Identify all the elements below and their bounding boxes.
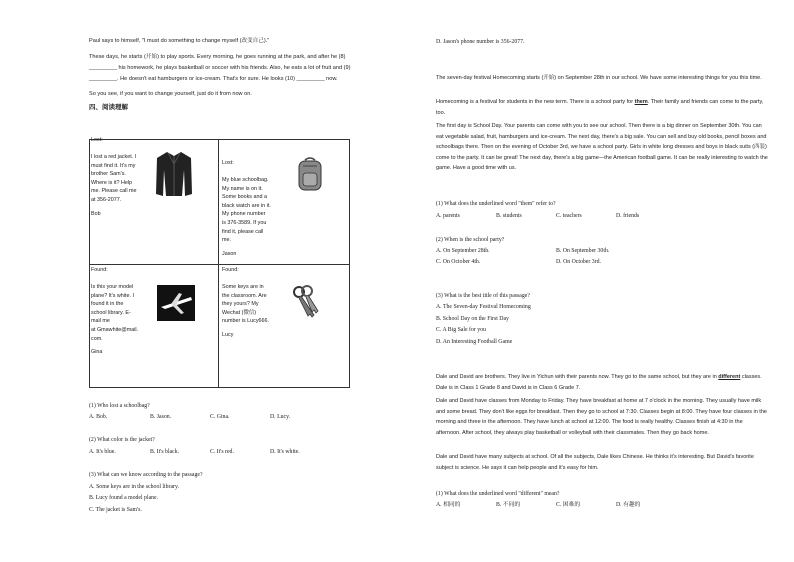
passage-2-para-3: Dale and David have many subjects at school. Of all the subjects, Dale likes Chinese. He thinks it's interesting. But David's favorite subject is science. He says it can help people and it's easy for him. — [436, 454, 754, 471]
q3-option-a[interactable]: A. Some keys are in the school library. — [89, 484, 179, 490]
passage-1-para-1: The seven-day festival Homecoming starts (开始) on September 28th in our school. We have some interesting things for you this time. — [436, 75, 762, 81]
q1-option-a[interactable]: A. Bob. — [89, 414, 108, 420]
r-q1-option-a[interactable]: A. parents — [436, 213, 460, 219]
r-q4-option-d[interactable]: D. 有趣的 — [616, 502, 641, 508]
r-q4-option-a[interactable]: A. 相同的 — [436, 502, 461, 508]
r-q2-option-c[interactable]: C. On October 4th. — [436, 259, 481, 265]
r-question-2: (2) When is the school party? — [436, 237, 505, 243]
keys-icon — [288, 283, 322, 323]
q2-option-d[interactable]: D. It's white. — [270, 449, 300, 455]
r-q4-option-c[interactable]: C. 困难的 — [556, 502, 581, 508]
story-line-2a: These days, he starts (开始) to play sports. Every morning, he goes running at the park, and after he (8) — [89, 54, 346, 60]
q1-option-d[interactable]: D. Lucy. — [270, 414, 291, 420]
model-plane-icon — [157, 285, 195, 321]
story-line-2c: _________. He doesn't eat hamburgers or ice-cream. That's for sure. He looks (10) _________ now. — [89, 76, 338, 82]
schoolbag-icon — [296, 156, 324, 192]
cell2-sign: Jason — [222, 251, 237, 257]
story-line-3: So you see, if you want to change yourself, just do it from now on. — [89, 91, 252, 97]
cell4-body: Some keys are in the classroom. Are they yours? My Wechat (微信) number is Lucy666. — [222, 284, 270, 325]
underlined-word-them: them — [634, 99, 648, 105]
passage-1-para-2: Homecoming is a festival for students in the new term. There is a school party for them. Their family and friends can come to the party, too. — [436, 99, 764, 116]
r-q3-option-c[interactable]: C. A Big Sale for you — [436, 327, 486, 333]
cell3-heading: Found: — [91, 267, 108, 273]
q1-option-b[interactable]: B. Jason. — [150, 414, 172, 420]
section-title: 四、阅读理解 — [89, 104, 128, 111]
passage-2-para-1: Dale and David are brothers. They live in Yichun with their parents now. They go to the same school, but they are in different classes. Dale is in Class 1 Grade 8 and David is in Class 6 Grade 7. — [436, 374, 762, 391]
question-2: (2) What color is the jacket? — [89, 437, 155, 443]
r-question-4: (1) What does the underlined word "different" mean? — [436, 491, 560, 497]
question-1: (1) Who lost a schoolbag? — [89, 403, 150, 409]
passage-1-para-3: The first day is School Day. Your parents can come with you to see our school. Then there is a big dinner on September 30th. You can eat vegetable salad, fruit, hamburgers and ice-cream. The next day, there's a big sale. You can sell and buy old books, pencil boxes and schoolbags there. Then on the evening of October 3rd, we have a school party. Girls in white long dresses and boys in black suits (西装) come to the party. It can be great! The next day, there's a big game—the American football game. It can be really interesting to watch the game. Have a good time with us. — [436, 123, 768, 171]
r-q2-option-a[interactable]: A. On September 28th. — [436, 248, 490, 254]
jacket-icon — [155, 150, 193, 198]
r-question-3: (3) What is the best title of this passage? — [436, 293, 530, 299]
r-q2-option-b[interactable]: B. On September 30th. — [556, 248, 610, 254]
q2-option-c[interactable]: C. It's red. — [210, 449, 234, 455]
q3-option-b[interactable]: B. Lucy found a model plane. — [89, 495, 159, 501]
table-divider-horizontal — [89, 264, 350, 265]
r-q2-option-d[interactable]: D. On October 3rd. — [556, 259, 601, 265]
story-line-1: Paul says to himself, "I must do something to change myself (改变自己)." — [89, 38, 270, 44]
passage-2-para-2: Dale and David have classes from Monday to Friday. They have breakfast at home at 7 o'clock in the morning. They usually have milk and some bread. They don't like eggs for breakfast. Then they go to school at 7:30. Classes begin at 8:00. They have four classes in the morning and three in the afternoon. They have lunch at school at 12:00. The food is really healthy. Classes finish at 4:30 in the afternoon. After school, they always play basketball or volleyball with their classmates. Then they go back home. — [436, 398, 767, 436]
cell3-sign: Gina — [91, 349, 103, 355]
cell2-body: My blue schoolbag. My name is on it. Some books and a black watch are in it. My phone number is 376-3589. If you find it, please call me. — [222, 177, 271, 244]
underlined-word-different: different — [718, 374, 741, 380]
r-q4-option-b[interactable]: B. 不同的 — [496, 502, 521, 508]
cell4-heading: Found: — [222, 267, 239, 273]
cell4-sign: Lucy — [222, 332, 234, 338]
q1-option-c[interactable]: C. Gina. — [210, 414, 230, 420]
q3-option-d-prev[interactable]: D. Jason's phone number is 356-2077. — [436, 39, 525, 45]
r-question-1: (1) What does the underlined word "them" refer to? — [436, 201, 556, 207]
r-q3-option-a[interactable]: A. The Seven-day Festival Homecoming — [436, 304, 531, 310]
cell1-body: I lost a red jacket. I must find it. It's my brother Sam's. Where is it? Help me. Please call me at 356-2077. — [91, 154, 137, 203]
r-q1-option-d[interactable]: D. friends — [616, 213, 640, 219]
question-3: (3) What can we know according to the passage? — [89, 472, 203, 478]
r-q3-option-b[interactable]: B. School Day on the First Day — [436, 316, 509, 322]
r-q1-option-c[interactable]: C. teachers — [556, 213, 582, 219]
cell1-heading: Lost: — [91, 137, 103, 143]
r-q1-option-b[interactable]: B. students — [496, 213, 522, 219]
q2-option-a[interactable]: A. It's blue. — [89, 449, 116, 455]
cell2-heading: Lost: — [222, 160, 234, 166]
story-line-2b: _________ his homework, he plays basketball or soccer with his friends. Also, he eats a lot of fruit and (9) — [89, 65, 351, 71]
r-q3-option-d[interactable]: D. An Interesting Football Game — [436, 339, 513, 345]
cell3-body: Is this your model plane? It's white. I found it in the school library. E- mail me at Gmawhite@mail. com. — [91, 284, 139, 342]
q3-option-c[interactable]: C. The jacket is Sam's. — [89, 507, 142, 513]
q2-option-b[interactable]: B. It's black. — [150, 449, 180, 455]
cell1-sign: Bob — [91, 211, 101, 217]
